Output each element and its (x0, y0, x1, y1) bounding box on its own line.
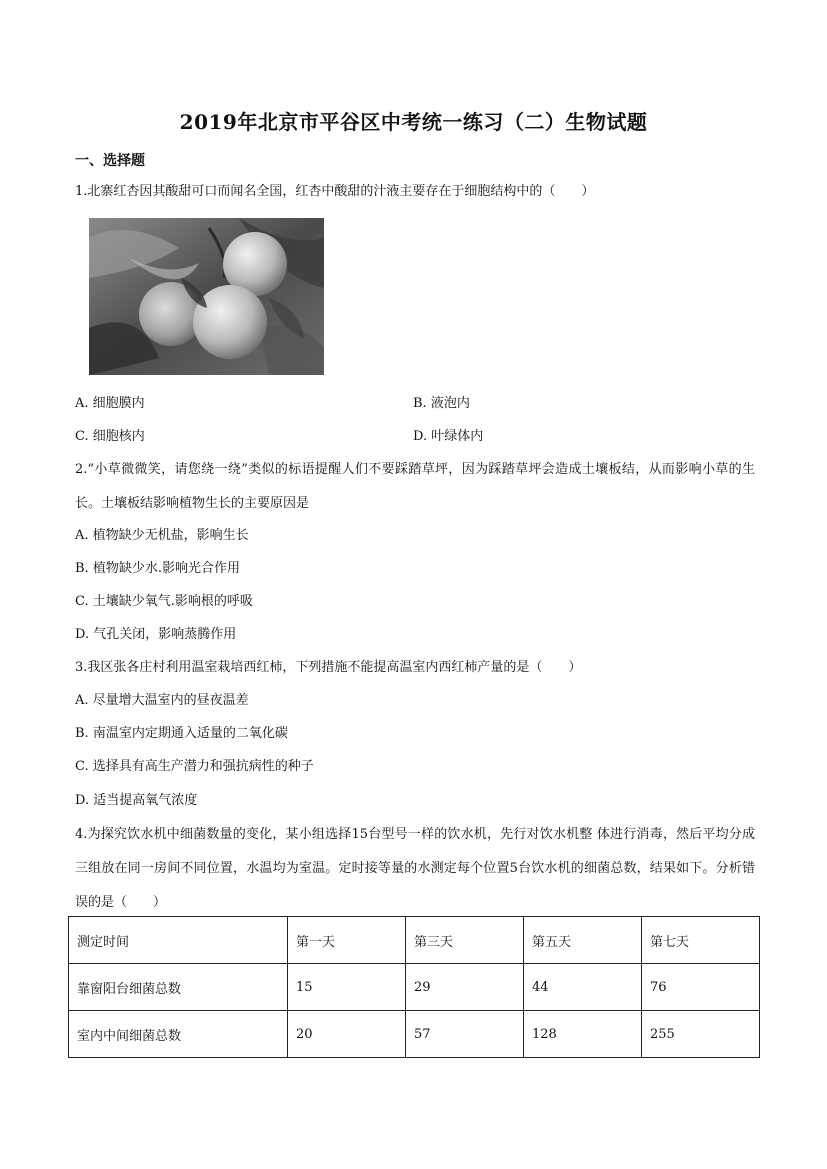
question-1-option-a: A. 细胞膜内 (75, 396, 145, 411)
table-header-cell: 第一天 (288, 917, 406, 964)
question-1-option-b: B. 液泡内 (413, 396, 470, 411)
table-cell: 57 (406, 1011, 524, 1058)
question-3-stem: 3.我区张各庄村利用温室栽培西红柿，下列措施不能提高温室内西红柿产量的是（ ） (75, 660, 582, 675)
table-cell: 128 (524, 1011, 642, 1058)
bacteria-count-table (68, 916, 760, 1058)
table-row (69, 1011, 760, 1058)
apricot-photo (89, 218, 324, 375)
question-3-option-a: A. 尽量增大温室内的昼夜温差 (75, 693, 249, 708)
question-2-option-c: C. 土壤缺少氧气.影响根的呼吸 (75, 594, 253, 609)
question-1-option-c: C. 细胞核内 (75, 429, 145, 444)
table-header-cell: 第五天 (524, 917, 642, 964)
page-title: 2019年北京市平谷区中考统一练习（二）生物试题 (179, 110, 648, 134)
table-cell: 20 (288, 1011, 406, 1058)
table-cell: 255 (642, 1011, 760, 1058)
table-cell: 44 (524, 964, 642, 1011)
table-cell: 靠窗阳台细菌总数 (69, 964, 288, 1011)
question-1-stem: 1.北寨红杏因其酸甜可口而闻名全国，红杏中酸甜的汁液主要存在于细胞结构中的（ ） (75, 184, 595, 199)
table-header-cell: 第七天 (642, 917, 760, 964)
table-header-cell: 第三天 (406, 917, 524, 964)
question-3-option-b: B. 南温室内定期通入适量的二氧化碳 (75, 726, 288, 741)
table-cell: 76 (642, 964, 760, 1011)
question-2-option-d: D. 气孔关闭，影响蒸腾作用 (75, 627, 237, 642)
table-row (69, 964, 760, 1011)
question-1-option-d: D. 叶绿体内 (413, 429, 484, 444)
table-header-cell: 测定时间 (69, 917, 288, 964)
table-header-row (69, 917, 760, 964)
table-cell: 室内中间细菌总数 (69, 1011, 288, 1058)
question-2-option-b: B. 植物缺少水.影响光合作用 (75, 561, 240, 576)
section-heading: 一、选择题 (75, 153, 145, 169)
question-4-stem: 4.为探究饮水机中细菌数量的变化，某小组选择15台型号一样的饮水机，先行对饮水机整 体进行消毒，然后平均分成三组放在同一房间不同位置，水温均为室温。定时接等量的水测定每个位置5台饮水机的细菌总数，结果如下。分析错误的是（ ） (75, 827, 755, 910)
question-3-option-d: D. 适当提高氧气浓度 (75, 793, 198, 808)
table-cell: 29 (406, 964, 524, 1011)
question-2-option-a: A. 植物缺少无机盐，影响生长 (75, 528, 249, 543)
question-3-option-c: C. 选择具有高生产潜力和强抗病性的种子 (75, 759, 314, 774)
question-2-stem: 2.“小草微微笑，请您绕一绕”类似的标语提醒人们不要踩踏草坪，因为踩踏草坪会造成土壤板结，从而影响小草的生长。土壤板结影响植物生长的主要原因是 (75, 462, 755, 511)
table-cell: 15 (288, 964, 406, 1011)
apricot-image (89, 218, 324, 375)
